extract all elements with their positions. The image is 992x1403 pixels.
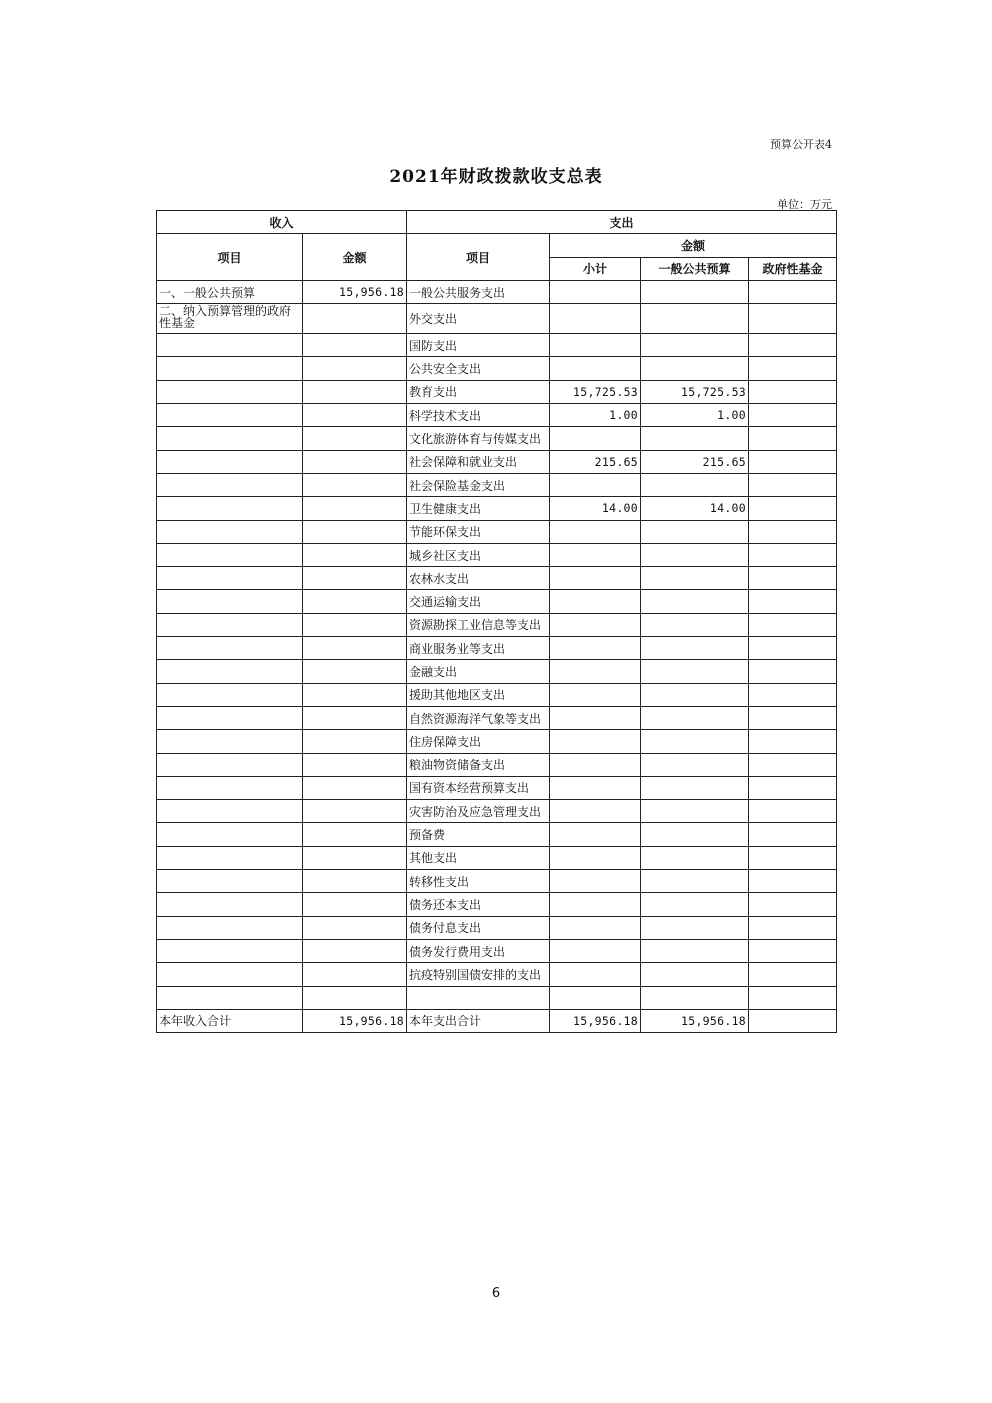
income-item-cell [157, 427, 303, 450]
income-amount-cell [303, 357, 407, 380]
general-budget-cell [641, 304, 749, 334]
table-number-label: 预算公开表4 [770, 138, 832, 151]
expense-item-cell: 债务还本支出 [407, 893, 550, 916]
table-row [157, 986, 837, 1009]
subtotal-cell [550, 776, 641, 799]
subtotal-cell [550, 334, 641, 357]
general-budget-cell [641, 823, 749, 846]
gov-fund-cell [749, 473, 837, 496]
income-item-cell [157, 800, 303, 823]
income-item-cell [157, 939, 303, 962]
subtotal-cell [550, 846, 641, 869]
income-amount-cell [303, 497, 407, 520]
income-item-cell [157, 543, 303, 566]
general-budget-cell [641, 986, 749, 1009]
income-item-cell: 一、一般公共预算 [157, 280, 303, 303]
income-item-cell [157, 660, 303, 683]
table-row [157, 520, 837, 543]
table-row [157, 473, 837, 496]
budget-table [156, 210, 837, 1033]
subtotal-cell [550, 893, 641, 916]
income-amount-cell [303, 800, 407, 823]
general-budget-cell [641, 613, 749, 636]
income-amount-cell: 15,956.18 [303, 280, 407, 303]
subtotal-cell: 215.65 [550, 450, 641, 473]
income-item-cell [157, 473, 303, 496]
general-budget-cell [641, 893, 749, 916]
subtotal-cell [550, 520, 641, 543]
gov-fund-cell [749, 753, 837, 776]
table-row [157, 683, 837, 706]
income-item-cell [157, 497, 303, 520]
expense-item-cell: 金融支出 [407, 660, 550, 683]
general-budget-cell [641, 520, 749, 543]
table-row [157, 334, 837, 357]
subtotal-cell [550, 637, 641, 660]
income-item-cell [157, 613, 303, 636]
expense-item-cell: 援助其他地区支出 [407, 683, 550, 706]
unit-label: 单位：万元 [777, 198, 832, 211]
general-budget-cell [641, 637, 749, 660]
income-amount-cell [303, 870, 407, 893]
general-budget-cell: 215.65 [641, 450, 749, 473]
subtotal-cell [550, 706, 641, 729]
gov-fund-cell [749, 427, 837, 450]
table-row [157, 800, 837, 823]
table-row [157, 916, 837, 939]
table-row [157, 846, 837, 869]
general-budget-cell [641, 427, 749, 450]
expense-item-cell: 住房保障支出 [407, 730, 550, 753]
subtotal-cell: 14.00 [550, 497, 641, 520]
income-amount-cell [303, 380, 407, 403]
table-row [157, 450, 837, 473]
gov-fund-cell [749, 893, 837, 916]
expense-item-cell: 资源勘探工业信息等支出 [407, 613, 550, 636]
income-amount-cell [303, 753, 407, 776]
total-general-budget: 15,956.18 [641, 1009, 749, 1032]
subtotal-cell [550, 870, 641, 893]
gov-fund-cell [749, 497, 837, 520]
gov-fund-cell [749, 590, 837, 613]
table-row [157, 660, 837, 683]
total-row [157, 1009, 837, 1032]
subtotal-cell [550, 304, 641, 334]
expense-item-cell: 社会保障和就业支出 [407, 450, 550, 473]
col-header-general-budget: 一般公共预算 [641, 257, 749, 280]
gov-fund-cell [749, 730, 837, 753]
expense-item-cell [407, 986, 550, 1009]
gov-fund-cell [749, 800, 837, 823]
table-row [157, 613, 837, 636]
income-item-cell [157, 380, 303, 403]
gov-fund-cell [749, 404, 837, 427]
subtotal-cell [550, 613, 641, 636]
gov-fund-cell [749, 706, 837, 729]
expense-item-cell: 自然资源海洋气象等支出 [407, 706, 550, 729]
general-budget-cell: 15,725.53 [641, 380, 749, 403]
income-amount-cell [303, 683, 407, 706]
gov-fund-cell [749, 986, 837, 1009]
income-item-cell: 二、纳入预算管理的政府性基金 [157, 304, 303, 334]
general-budget-cell [641, 543, 749, 566]
gov-fund-cell [749, 543, 837, 566]
income-amount-cell [303, 916, 407, 939]
income-item-cell [157, 637, 303, 660]
col-header-income-amount: 金额 [303, 234, 407, 281]
table-row [157, 590, 837, 613]
subtotal-cell [550, 683, 641, 706]
total-subtotal: 15,956.18 [550, 1009, 641, 1032]
income-item-cell [157, 870, 303, 893]
table-row [157, 380, 837, 403]
subtotal-cell: 15,725.53 [550, 380, 641, 403]
expense-item-cell: 交通运输支出 [407, 590, 550, 613]
income-amount-cell [303, 893, 407, 916]
gov-fund-cell [749, 613, 837, 636]
gov-fund-cell [749, 280, 837, 303]
expense-item-cell: 城乡社区支出 [407, 543, 550, 566]
table-row [157, 963, 837, 986]
income-item-cell [157, 706, 303, 729]
income-amount-cell [303, 846, 407, 869]
expense-item-cell: 债务付息支出 [407, 916, 550, 939]
expense-item-cell: 外交支出 [407, 304, 550, 334]
income-amount-cell [303, 427, 407, 450]
income-amount-cell [303, 473, 407, 496]
expense-item-cell: 节能环保支出 [407, 520, 550, 543]
expense-item-cell: 文化旅游体育与传媒支出 [407, 427, 550, 450]
subtotal-cell [550, 800, 641, 823]
expense-item-cell: 粮油物资储备支出 [407, 753, 550, 776]
expense-item-cell: 国防支出 [407, 334, 550, 357]
general-budget-cell [641, 963, 749, 986]
table-row [157, 870, 837, 893]
general-budget-cell [641, 776, 749, 799]
subtotal-cell [550, 916, 641, 939]
col-header-expense-item: 项目 [407, 234, 550, 281]
income-item-cell [157, 590, 303, 613]
general-budget-cell [641, 730, 749, 753]
income-item-cell [157, 520, 303, 543]
income-amount-cell [303, 520, 407, 543]
expense-item-cell: 商业服务业等支出 [407, 637, 550, 660]
income-item-cell [157, 776, 303, 799]
table-row [157, 567, 837, 590]
income-amount-cell [303, 706, 407, 729]
gov-fund-cell [749, 870, 837, 893]
gov-fund-cell [749, 939, 837, 962]
income-amount-cell [303, 590, 407, 613]
gov-fund-cell [749, 963, 837, 986]
general-budget-cell [641, 660, 749, 683]
subtotal-cell [550, 963, 641, 986]
income-item-cell [157, 567, 303, 590]
income-item-cell [157, 683, 303, 706]
gov-fund-cell [749, 660, 837, 683]
income-amount-cell [303, 660, 407, 683]
table-row [157, 497, 837, 520]
gov-fund-cell [749, 637, 837, 660]
gov-fund-cell [749, 380, 837, 403]
subtotal-cell [550, 660, 641, 683]
gov-fund-cell [749, 823, 837, 846]
expense-item-cell: 科学技术支出 [407, 404, 550, 427]
income-item-cell [157, 963, 303, 986]
expense-item-cell: 债务发行费用支出 [407, 939, 550, 962]
table-row [157, 776, 837, 799]
table-row [157, 280, 837, 303]
general-budget-cell [641, 870, 749, 893]
subtotal-cell [550, 730, 641, 753]
page-number: 6 [491, 1286, 501, 1301]
income-amount-cell [303, 404, 407, 427]
table-row [157, 823, 837, 846]
income-item-cell [157, 823, 303, 846]
expense-header: 支出 [407, 211, 837, 234]
page-title: 2021年财政拨款收支总表 [389, 167, 603, 187]
subtotal-cell [550, 823, 641, 846]
gov-fund-cell [749, 304, 837, 334]
subtotal-cell [550, 543, 641, 566]
income-amount-cell [303, 823, 407, 846]
general-budget-cell [641, 280, 749, 303]
general-budget-cell: 14.00 [641, 497, 749, 520]
total-income-label: 本年收入合计 [157, 1009, 303, 1032]
gov-fund-cell [749, 520, 837, 543]
general-budget-cell [641, 567, 749, 590]
income-amount-cell [303, 304, 407, 334]
general-budget-cell: 1.00 [641, 404, 749, 427]
table-row [157, 893, 837, 916]
general-budget-cell [641, 357, 749, 380]
general-budget-cell [641, 939, 749, 962]
expense-item-cell: 灾害防治及应急管理支出 [407, 800, 550, 823]
col-header-expense-amount: 金额 [550, 234, 837, 257]
subtotal-cell [550, 280, 641, 303]
income-item-cell [157, 404, 303, 427]
income-amount-cell [303, 637, 407, 660]
expense-item-cell: 公共安全支出 [407, 357, 550, 380]
header-row-2 [157, 234, 837, 257]
total-gov-fund [749, 1009, 837, 1032]
general-budget-cell [641, 846, 749, 869]
subtotal-cell [550, 357, 641, 380]
income-amount-cell [303, 543, 407, 566]
header-row-1 [157, 211, 837, 234]
general-budget-cell [641, 590, 749, 613]
general-budget-cell [641, 706, 749, 729]
general-budget-cell [641, 473, 749, 496]
table-row [157, 357, 837, 380]
total-income-amount: 15,956.18 [303, 1009, 407, 1032]
col-header-gov-fund: 政府性基金 [749, 257, 837, 280]
income-item-cell [157, 730, 303, 753]
gov-fund-cell [749, 683, 837, 706]
expense-item-cell: 国有资本经营预算支出 [407, 776, 550, 799]
subtotal-cell [550, 753, 641, 776]
table-row [157, 404, 837, 427]
income-item-cell [157, 753, 303, 776]
subtotal-cell [550, 590, 641, 613]
income-item-cell [157, 357, 303, 380]
income-item-cell [157, 334, 303, 357]
income-amount-cell [303, 963, 407, 986]
income-item-cell [157, 893, 303, 916]
subtotal-cell [550, 427, 641, 450]
income-amount-cell [303, 939, 407, 962]
table-row [157, 427, 837, 450]
gov-fund-cell [749, 916, 837, 939]
subtotal-cell [550, 473, 641, 496]
expense-item-cell: 预备费 [407, 823, 550, 846]
gov-fund-cell [749, 357, 837, 380]
income-amount-cell [303, 450, 407, 473]
income-item-cell [157, 450, 303, 473]
subtotal-cell [550, 939, 641, 962]
subtotal-cell [550, 567, 641, 590]
gov-fund-cell [749, 567, 837, 590]
income-item-cell [157, 916, 303, 939]
expense-item-cell: 农林水支出 [407, 567, 550, 590]
income-amount-cell [303, 986, 407, 1009]
income-item-cell [157, 986, 303, 1009]
general-budget-cell [641, 800, 749, 823]
subtotal-cell: 1.00 [550, 404, 641, 427]
income-header: 收入 [157, 211, 407, 234]
table-row [157, 637, 837, 660]
total-expense-label: 本年支出合计 [407, 1009, 550, 1032]
income-amount-cell [303, 334, 407, 357]
table-row [157, 730, 837, 753]
table-row [157, 706, 837, 729]
subtotal-cell [550, 986, 641, 1009]
gov-fund-cell [749, 334, 837, 357]
col-header-income-item: 项目 [157, 234, 303, 281]
table-row [157, 543, 837, 566]
general-budget-cell [641, 683, 749, 706]
income-amount-cell [303, 567, 407, 590]
general-budget-cell [641, 753, 749, 776]
expense-item-cell: 教育支出 [407, 380, 550, 403]
table-row [157, 939, 837, 962]
gov-fund-cell [749, 450, 837, 473]
general-budget-cell [641, 916, 749, 939]
expense-item-cell: 转移性支出 [407, 870, 550, 893]
expense-item-cell: 抗疫特别国债安排的支出 [407, 963, 550, 986]
income-amount-cell [303, 776, 407, 799]
expense-item-cell: 卫生健康支出 [407, 497, 550, 520]
table-row [157, 304, 837, 334]
income-item-cell [157, 846, 303, 869]
general-budget-cell [641, 334, 749, 357]
gov-fund-cell [749, 846, 837, 869]
income-amount-cell [303, 613, 407, 636]
expense-item-cell: 社会保险基金支出 [407, 473, 550, 496]
gov-fund-cell [749, 776, 837, 799]
expense-item-cell: 一般公共服务支出 [407, 280, 550, 303]
table-row [157, 753, 837, 776]
col-header-subtotal: 小计 [550, 257, 641, 280]
income-amount-cell [303, 730, 407, 753]
expense-item-cell: 其他支出 [407, 846, 550, 869]
